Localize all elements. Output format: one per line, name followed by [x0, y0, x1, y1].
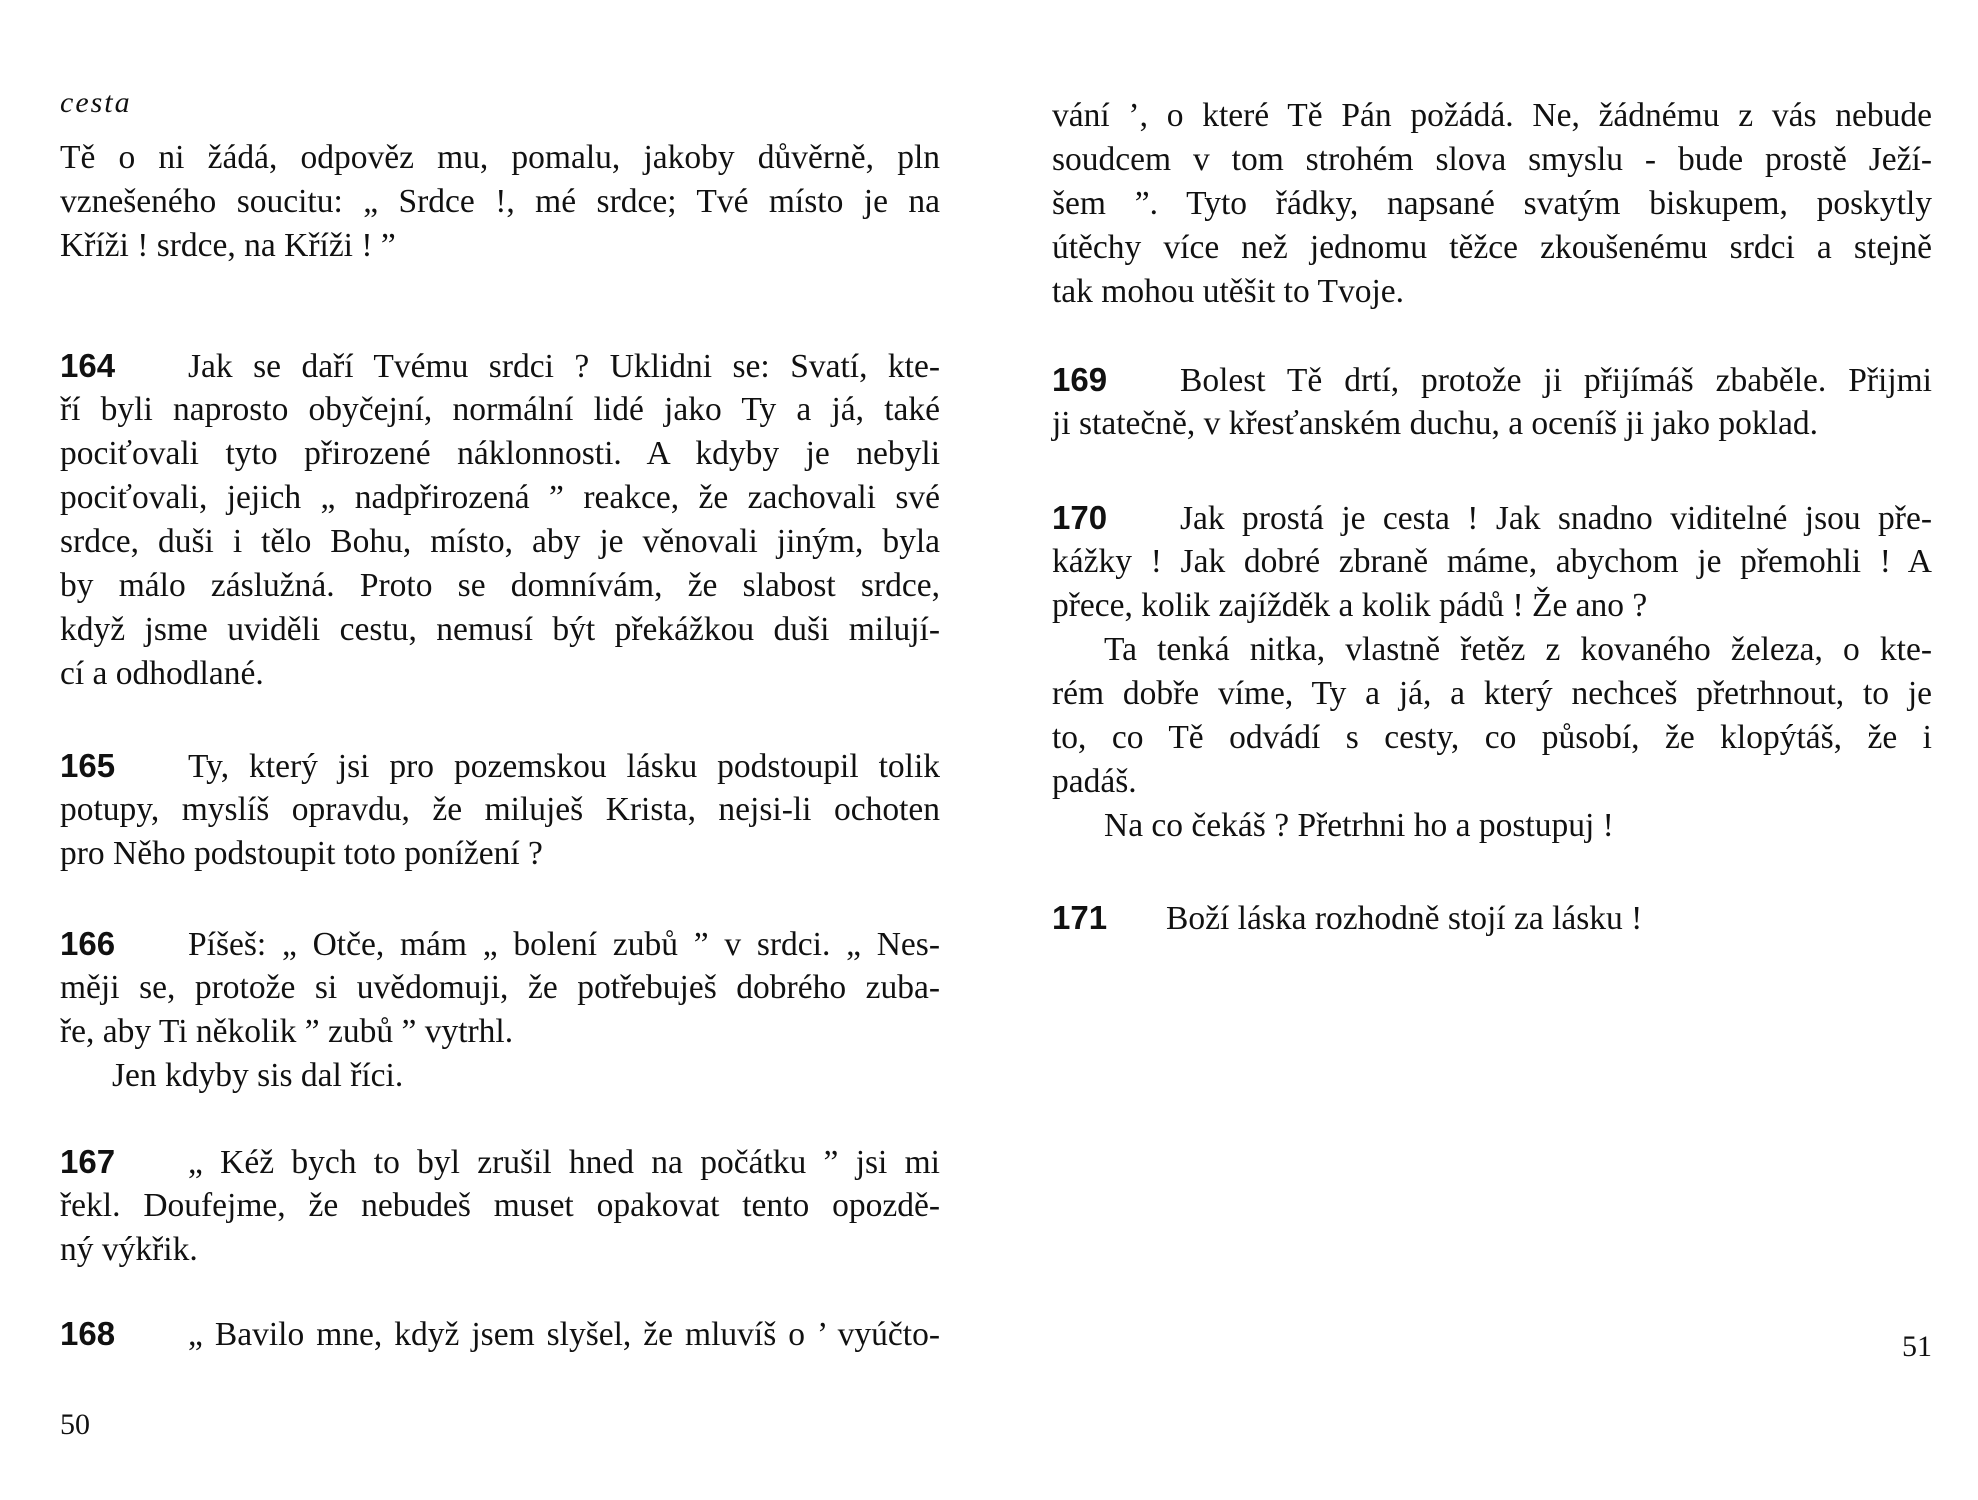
text-line: rém dobře víme, Ty a já, a který nechceš přetrhnout, to je — [1052, 675, 1932, 712]
text-line: Ty, který jsi pro pozemskou lásku podstoupil tolik — [188, 748, 940, 785]
text-line: kážky ! Jak dobré zbraně máme, abychom je přemohli ! A — [1052, 543, 1932, 580]
text-line: když jsme uviděli cestu, nemusí být překážkou duši milují- — [60, 611, 940, 648]
text-line: ji statečně, v křesťanském duchu, a oceníš ji jako poklad. — [1052, 405, 1818, 442]
text-line: Ta tenká nitka, vlastně řetěz z kovaného železa, o kte- — [1104, 631, 1932, 668]
paragraph-first-line — [1052, 896, 1932, 940]
page-number: 50 — [60, 1408, 90, 1441]
text-line: útěchy více než jednomu těžce zkoušenému srdci a stejně — [1052, 229, 1932, 266]
paragraph-number: 170 — [1052, 499, 1108, 536]
text-line: Píšeš: „ Otče, mám „ bolení zubů ” v srdci. „ Nes- — [188, 926, 940, 963]
paragraph-169 — [1052, 358, 1932, 446]
paragraph-first-line — [60, 1312, 940, 1356]
left-page — [60, 0, 940, 1500]
paragraph-first-line — [60, 922, 940, 966]
text-line: by málo záslužná. Proto se domnívám, že slabost srdce, — [60, 567, 940, 604]
text-line: Kříži ! srdce, na Kříži ! ” — [60, 227, 396, 264]
text-line: soudcem v tom strohém slova smyslu - bude prostě Ježí- — [1052, 141, 1932, 178]
text-line: Na co čekáš ? Přetrhni ho a postupuj ! — [1104, 807, 1614, 844]
paragraph-number: 169 — [1052, 361, 1108, 398]
paragraph-164 — [60, 344, 940, 696]
continuation-paragraph — [1052, 94, 1932, 314]
paragraph-171 — [1052, 896, 1932, 940]
text-line: Boží láska rozhodně stojí za lásku ! — [1166, 900, 1643, 937]
right-page — [1052, 0, 1932, 1500]
text-line: ří byli naprosto obyčejní, normální lidé jako Ty a já, také — [60, 391, 940, 428]
paragraph-number: 166 — [60, 925, 116, 962]
paragraph-number: 168 — [60, 1315, 116, 1352]
text-line: pociťovali, jejich „ nadpřirozená ” reakce, že zachovali své — [60, 479, 940, 516]
paragraph-number: 165 — [60, 747, 116, 784]
text-line: tak mohou utěšit to Tvoje. — [1052, 273, 1405, 310]
paragraph-166 — [60, 922, 940, 1098]
paragraph-first-line — [60, 744, 940, 788]
paragraph-number: 171 — [1052, 899, 1108, 936]
paragraph-number: 164 — [60, 347, 116, 384]
paragraph-number: 167 — [60, 1143, 116, 1180]
text-line: srdce, duši i tělo Bohu, místo, aby je věnovali jiným, byla — [60, 523, 940, 560]
text-line: Jak prostá je cesta ! Jak snadno viditelné jsou pře- — [1180, 500, 1932, 537]
text-line: přece, kolik zajížděk a kolik pádů ! Že ano ? — [1052, 587, 1648, 624]
text-line: ře, aby Ti několik ” zubů ” vytrhl. — [60, 1013, 514, 1050]
paragraph-first-line — [60, 344, 940, 388]
text-line: Jen kdyby sis dal říci. — [112, 1057, 404, 1094]
text-line: „ Bavilo mne, když jsem slyšel, že mluvíš o ’ vyúčto- — [188, 1316, 940, 1353]
text-line: potupy, myslíš opravdu, že miluješ Krista, nejsi-li ochoten — [60, 791, 940, 828]
text-line: měji se, protože si uvědomuji, že potřebuješ dobrého zuba- — [60, 969, 940, 1006]
paragraph-170 — [1052, 496, 1932, 848]
paragraph-168 — [60, 1312, 940, 1356]
paragraph-first-line — [1052, 358, 1932, 402]
running-head: cesta — [60, 86, 132, 119]
text-line: padáš. — [1052, 763, 1137, 800]
text-line: Jak se daří Tvému srdci ? Uklidni se: Svatí, kte- — [188, 348, 940, 385]
text-line: cí a odhodlané. — [60, 655, 264, 692]
text-line: vznešeného soucitu: „ Srdce !, mé srdce; Tvé místo je na — [60, 183, 940, 220]
text-line: pociťovali tyto přirozené náklonnosti. A kdyby je nebyli — [60, 435, 940, 472]
page-number: 51 — [1902, 1330, 1932, 1363]
text-line: Bolest Tě drtí, protože ji přijímáš zbaběle. Přijmi — [1180, 362, 1932, 399]
text-line: šem ”. Tyto řádky, napsané svatým biskupem, poskytly — [1052, 185, 1932, 222]
text-line: řekl. Doufejme, že nebudeš muset opakovat tento opozdě- — [60, 1187, 940, 1224]
paragraph-167 — [60, 1140, 940, 1272]
paragraph-first-line — [1052, 496, 1932, 540]
text-line: pro Něho podstoupit toto ponížení ? — [60, 835, 543, 872]
text-line: vání ’, o které Tě Pán požádá. Ne, žádnému z vás nebude — [1052, 97, 1932, 134]
text-line: to, co Tě odvádí s cesty, co působí, že klopýtáš, že i — [1052, 719, 1932, 756]
paragraph-165 — [60, 744, 940, 876]
text-line: „ Kéž bych to byl zrušil hned na počátku ” jsi mi — [188, 1144, 940, 1181]
intro-paragraph — [60, 136, 940, 268]
text-line: ný výkřik. — [60, 1231, 198, 1268]
paragraph-first-line — [60, 1140, 940, 1184]
text-line: Tě o ni žádá, odpověz mu, pomalu, jakoby důvěrně, pln — [60, 139, 940, 176]
